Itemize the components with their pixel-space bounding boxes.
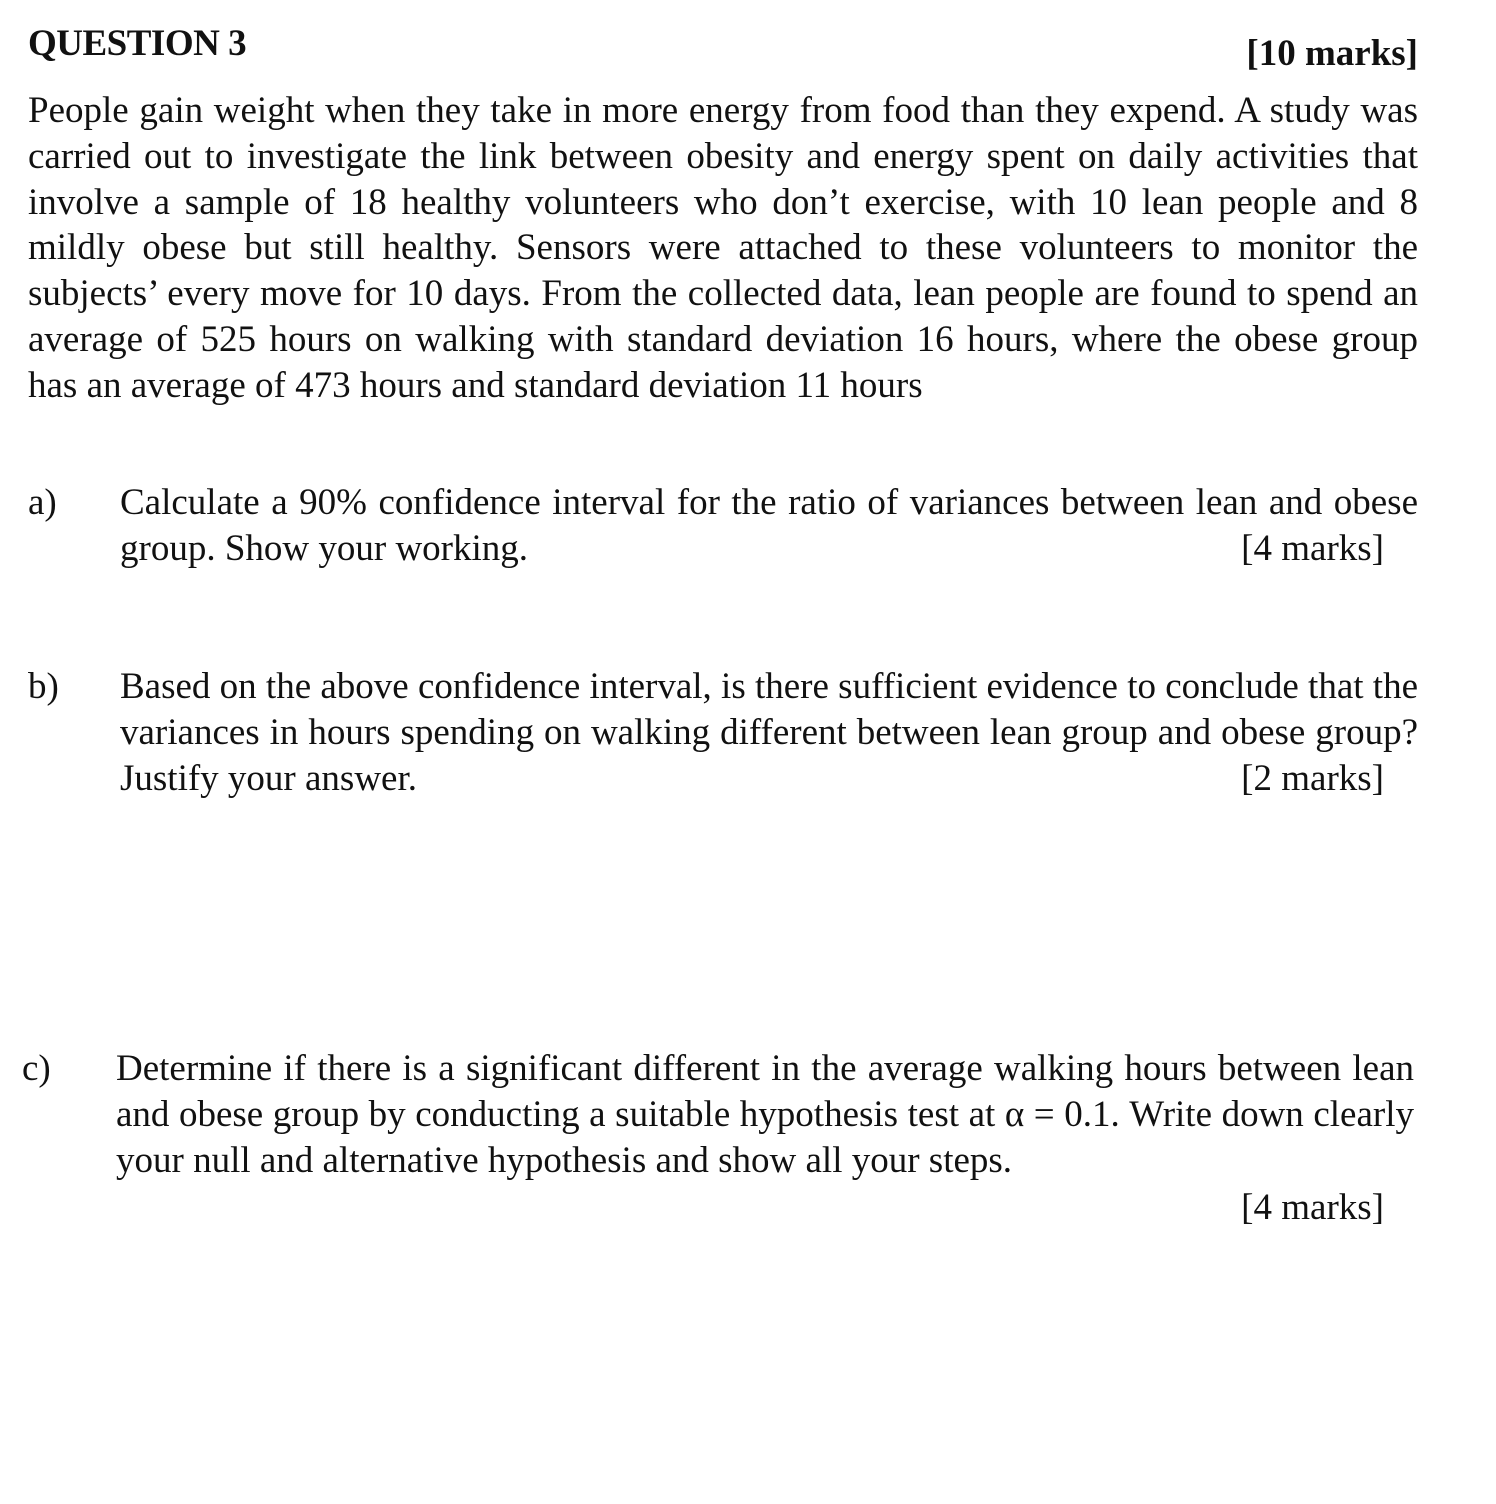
part-text: Calculate a 90% confidence interval for the ratio of variances between lean and obese group. Show your working. — [120, 482, 1418, 569]
part-marks: [4 marks] — [1241, 527, 1384, 569]
part-marks: [4 marks] — [1241, 1187, 1384, 1228]
question-title: QUESTION 3 — [28, 23, 247, 64]
part-text: Determine if there is a significant different in the average walking hours between lean and obese group by conducting a suitable hypothesis test at α = 0.1. Write down clearly your null and alternative hypothesis and show all your steps. — [116, 1048, 1414, 1181]
question-total-marks: [10 marks] — [1246, 33, 1418, 74]
part-label: b) — [28, 666, 59, 707]
part-marks: [2 marks] — [1241, 757, 1384, 799]
part-label: a) — [28, 482, 57, 523]
part-text: Based on the above confidence interval, is there sufficient evidence to conclude that the variances in hours spending on walking different between lean group and obese group? Justify your answer. — [120, 666, 1418, 799]
part-label: c) — [22, 1048, 51, 1089]
question-intro-paragraph: People gain weight when they take in more energy from food than they expend. A study was carried out to investigate the link between obesity and energy spent on daily activities that involve a sample of 18 healthy volunteers who don’t exercise, with 10 lean people and 8 mildly obese but still healthy. Sensors were attached to these volunteers to monitor the subjects’ every move for 10 days. From the collected data, lean people are found to spend an average of 525 hours on walking with standard deviation 16 hours, where the obese group has an average of 473 hours and standard deviation 11 hours — [28, 90, 1418, 406]
